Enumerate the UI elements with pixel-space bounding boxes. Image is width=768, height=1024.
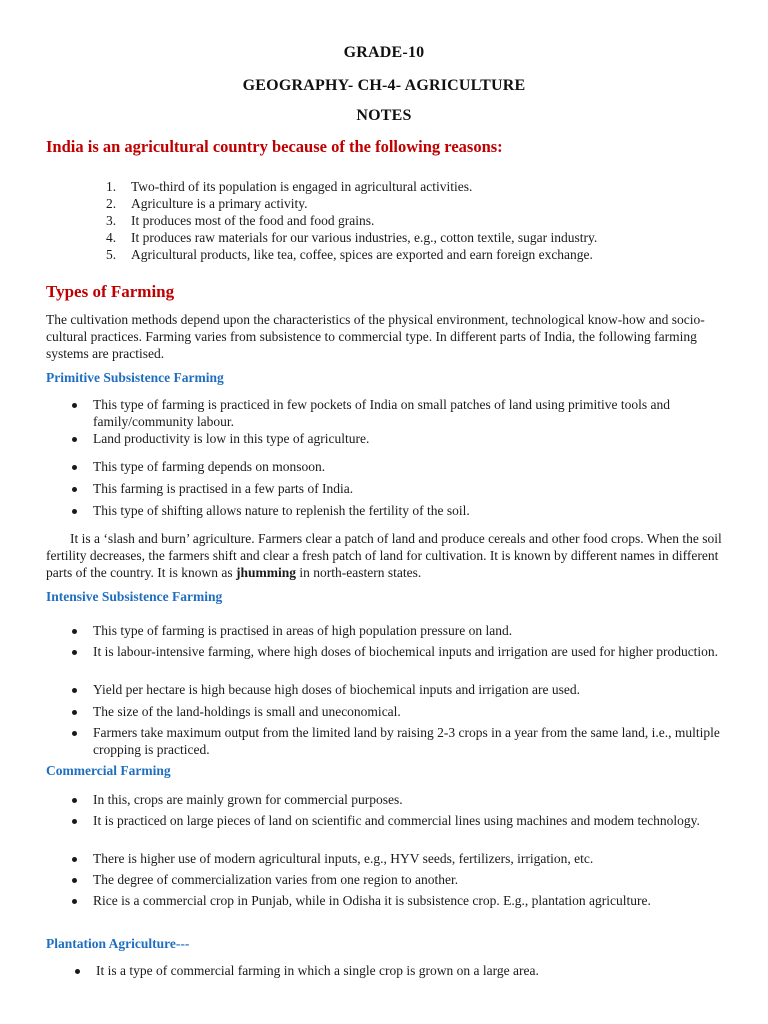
intensive-heading: Intensive Subsistence Farming — [46, 589, 223, 604]
slash-burn-paragraph — [46, 530, 722, 581]
bullet-dot — [72, 509, 77, 514]
bullet-dot — [75, 969, 80, 974]
subject-title: GEOGRAPHY- CH-4- AGRICULTURE — [242, 77, 526, 94]
reason-text: Two-third of its population is engaged in agricultural activities. — [131, 179, 473, 194]
bullet-text: There is higher use of modern agricultural inputs, e.g., HYV seeds, fertilizers, irrigation, etc. — [93, 851, 594, 866]
plantation-heading: Plantation Agriculture--- — [46, 936, 190, 951]
reason-number: 2. — [106, 196, 117, 211]
reason-text: It produces most of the food and food grains. — [131, 213, 375, 228]
bullet-dot — [72, 857, 77, 862]
bullet-dot — [72, 710, 77, 715]
bullet-dot — [72, 437, 77, 442]
bullet-text: This type of farming is practiced in few pockets of India on small patches of land using primitive tools and family/community labour. — [93, 397, 670, 429]
bullet-text: In this, crops are mainly grown for commercial purposes. — [93, 792, 403, 807]
notes-title: NOTES — [356, 107, 412, 124]
bullet-dot — [72, 731, 77, 736]
bullet-text: It is a type of commercial farming in which a single crop is grown on a large area. — [96, 963, 539, 978]
slash-burn-text: It is a ‘slash and burn’ agriculture. Farmers clear a patch of land and produce cereals and other food crops. When the soil fertility decreases, the farmers shift and clear a fresh patch of land for cultivation. It is known by different names in different parts of the country. It is known as — [46, 531, 722, 580]
types-intro: The cultivation methods depend upon the characteristics of the physical environment, technological know-how and socio-cultural practices. Farming varies from subsistence to commercial type. In different parts of India, the following farming systems are practised. — [46, 312, 705, 361]
reason-number: 1. — [106, 179, 117, 194]
bullet-text: The size of the land-holdings is small and uneconomical. — [93, 704, 401, 719]
bullet-dot — [72, 629, 77, 634]
reason-text: Agriculture is a primary activity. — [131, 196, 308, 211]
bullet-text: The degree of commercialization varies from one region to another. — [93, 872, 459, 887]
bullet-dot — [72, 798, 77, 803]
bullet-text: This type of farming is practised in areas of high population pressure on land. — [93, 623, 513, 638]
bullet-text: This farming is practised in a few parts of India. — [93, 481, 354, 496]
jhumming-keyword: jhumming — [235, 565, 296, 580]
bullet-dot — [72, 819, 77, 824]
slash-burn-text-end: in north-eastern states. — [295, 565, 422, 580]
bullet-text: Yield per hectare is high because high doses of biochemical inputs and irrigation are used. — [93, 682, 580, 697]
reason-number: 3. — [106, 213, 117, 228]
bullet-text: Land productivity is low in this type of agriculture. — [93, 431, 370, 446]
bullet-text: Farmers take maximum output from the limited land by raising 2-3 crops in a year from the same land, i.e., multiple cropping is practiced. — [93, 725, 720, 757]
reason-number: 4. — [106, 230, 117, 245]
primitive-heading: Primitive Subsistence Farming — [46, 370, 224, 385]
grade-title: GRADE-10 — [343, 44, 425, 61]
bullet-text: Rice is a commercial crop in Punjab, while in Odisha it is subsistence crop. E.g., plantation agriculture. — [93, 893, 651, 908]
reason-text: Agricultural products, like tea, coffee, spices are exported and earn foreign exchange. — [131, 247, 593, 262]
bullet-dot — [72, 878, 77, 883]
bullet-text: It is practiced on large pieces of land on scientific and commercial lines using machines and modem technology. — [93, 813, 700, 828]
commercial-heading: Commercial Farming — [46, 763, 171, 778]
reason-number: 5. — [106, 247, 117, 262]
reasons-heading: India is an agricultural country because of the following reasons: — [46, 137, 503, 156]
bullet-dot — [72, 487, 77, 492]
types-heading: Types of Farming — [46, 282, 175, 301]
bullet-dot — [72, 650, 77, 655]
bullet-dot — [72, 403, 77, 408]
bullet-text: This type of shifting allows nature to replenish the fertility of the soil. — [93, 503, 470, 518]
bullet-text: It is labour-intensive farming, where high doses of biochemical inputs and irrigation are used for higher production. — [93, 644, 719, 659]
reason-text: It produces raw materials for our various industries, e.g., cotton textile, sugar industry. — [131, 230, 598, 245]
bullet-text: This type of farming depends on monsoon. — [93, 459, 326, 474]
bullet-dot — [72, 899, 77, 904]
bullet-dot — [72, 688, 77, 693]
bullet-dot — [72, 465, 77, 470]
